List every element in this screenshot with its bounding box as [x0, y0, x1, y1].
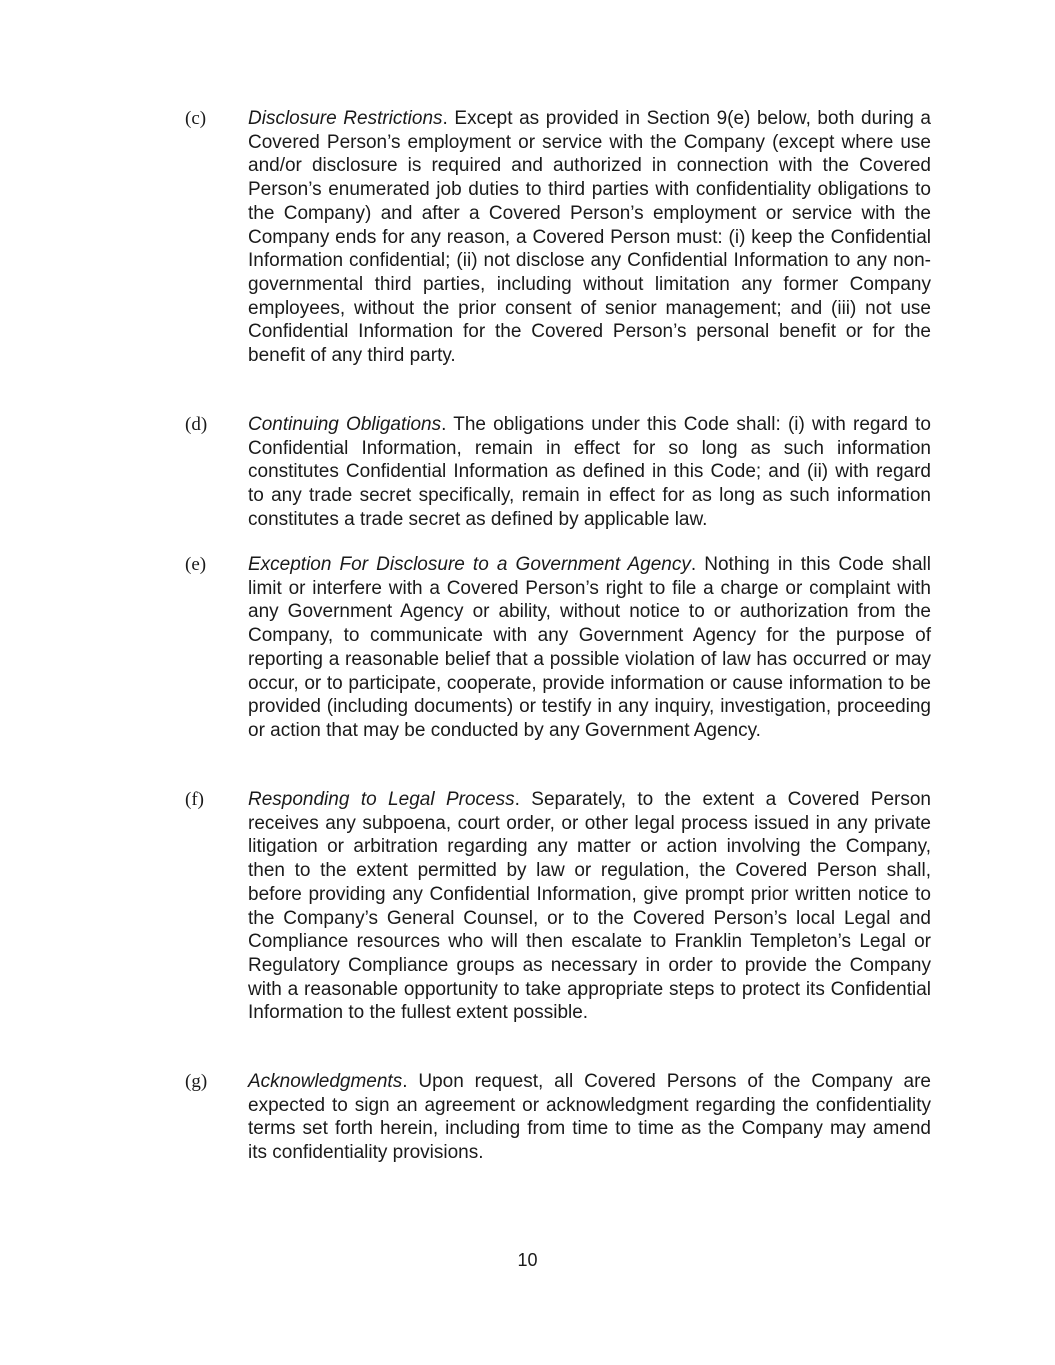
section-body: [248, 413, 931, 532]
section-text: . The obligations under this Code shall: (i) with regard to Confidential Information, remain in effect for so long as such information constitutes Confidential Information as defined in this Code; and (ii) with regard to any trade secret specifically, remain in effect for as long as such information constitutes a trade secret as defined by applicable law.: [248, 414, 931, 530]
section-body: [248, 1070, 931, 1165]
section-text: . Separately, to the extent a Covered Person receives any subpoena, court order, or other legal process issued in any private litigation or arbitration regarding any matter or action involving the Company, then to the extent permitted by law or regulation, the Covered Person shall, before providing any Confidential Information, give prompt prior written notice to the Company’s General Counsel, or to the Covered Person’s local Legal and Compliance resources who will then escalate to Franklin Templeton’s Legal or Regulatory Compliance groups as necessary in order to provide the Company with a reasonable opportunity to take appropriate steps to protect its Confidential Information to the fullest extent possible.: [248, 789, 931, 1024]
section-text: . Nothing in this Code shall limit or interfere with a Covered Person’s right to file a charge or complaint with any Government Agency or ability, without notice to or authorization from the Company, to communicate with any Government Agency for the purpose of reporting a reasonable belief that a possible violation of law has occurred or may occur, or to participate, cooperate, provide information or cause information to be provided (including documents) or testify in any inquiry, investigation, proceeding or action that may be conducted by any Government Agency.: [248, 554, 932, 741]
section-heading: Disclosure Restrictions: [248, 108, 443, 129]
section-marker: (e): [185, 554, 207, 575]
section-body: [248, 788, 931, 1025]
section-body: [248, 553, 931, 743]
page-number: 10: [517, 1250, 538, 1270]
section-heading: Exception For Disclosure to a Government Agency: [248, 554, 691, 575]
section-marker: (c): [185, 108, 207, 129]
section-heading: Continuing Obligations: [248, 414, 442, 435]
section-marker: (g): [185, 1071, 208, 1092]
section-marker: (f): [185, 789, 204, 810]
section-text: . Except as provided in Section 9(e) below, both during a Covered Person’s employment or service with the Company (except where use and/or disclosure is required and authorized in connection with the Covered Person’s enumerated job duties to third parties with confidentiality obligations to the Company) and after a Covered Person’s employment or service with the Company ends for any reason, a Covered Person must: (i) keep the Confidential Information confidential; (ii) not disclose any Confidential Information to any non-governmental third parties, including without limitation any former Company employees, without the prior consent of senior management; and (iii) not use Confidential Information for the Covered Person’s personal benefit or for the benefit of any third party.: [248, 108, 931, 367]
section-heading: Responding to Legal Process: [248, 789, 515, 810]
section-body: [248, 107, 931, 368]
section-marker: (d): [185, 414, 208, 435]
section-heading: Acknowledgments: [248, 1071, 403, 1092]
section-text: . Upon request, all Covered Persons of the Company are expected to sign an agreement or acknowledgment regarding the confidentiality terms set forth herein, including from time to time as the Company may amend its confidentiality provisions.: [248, 1071, 931, 1164]
